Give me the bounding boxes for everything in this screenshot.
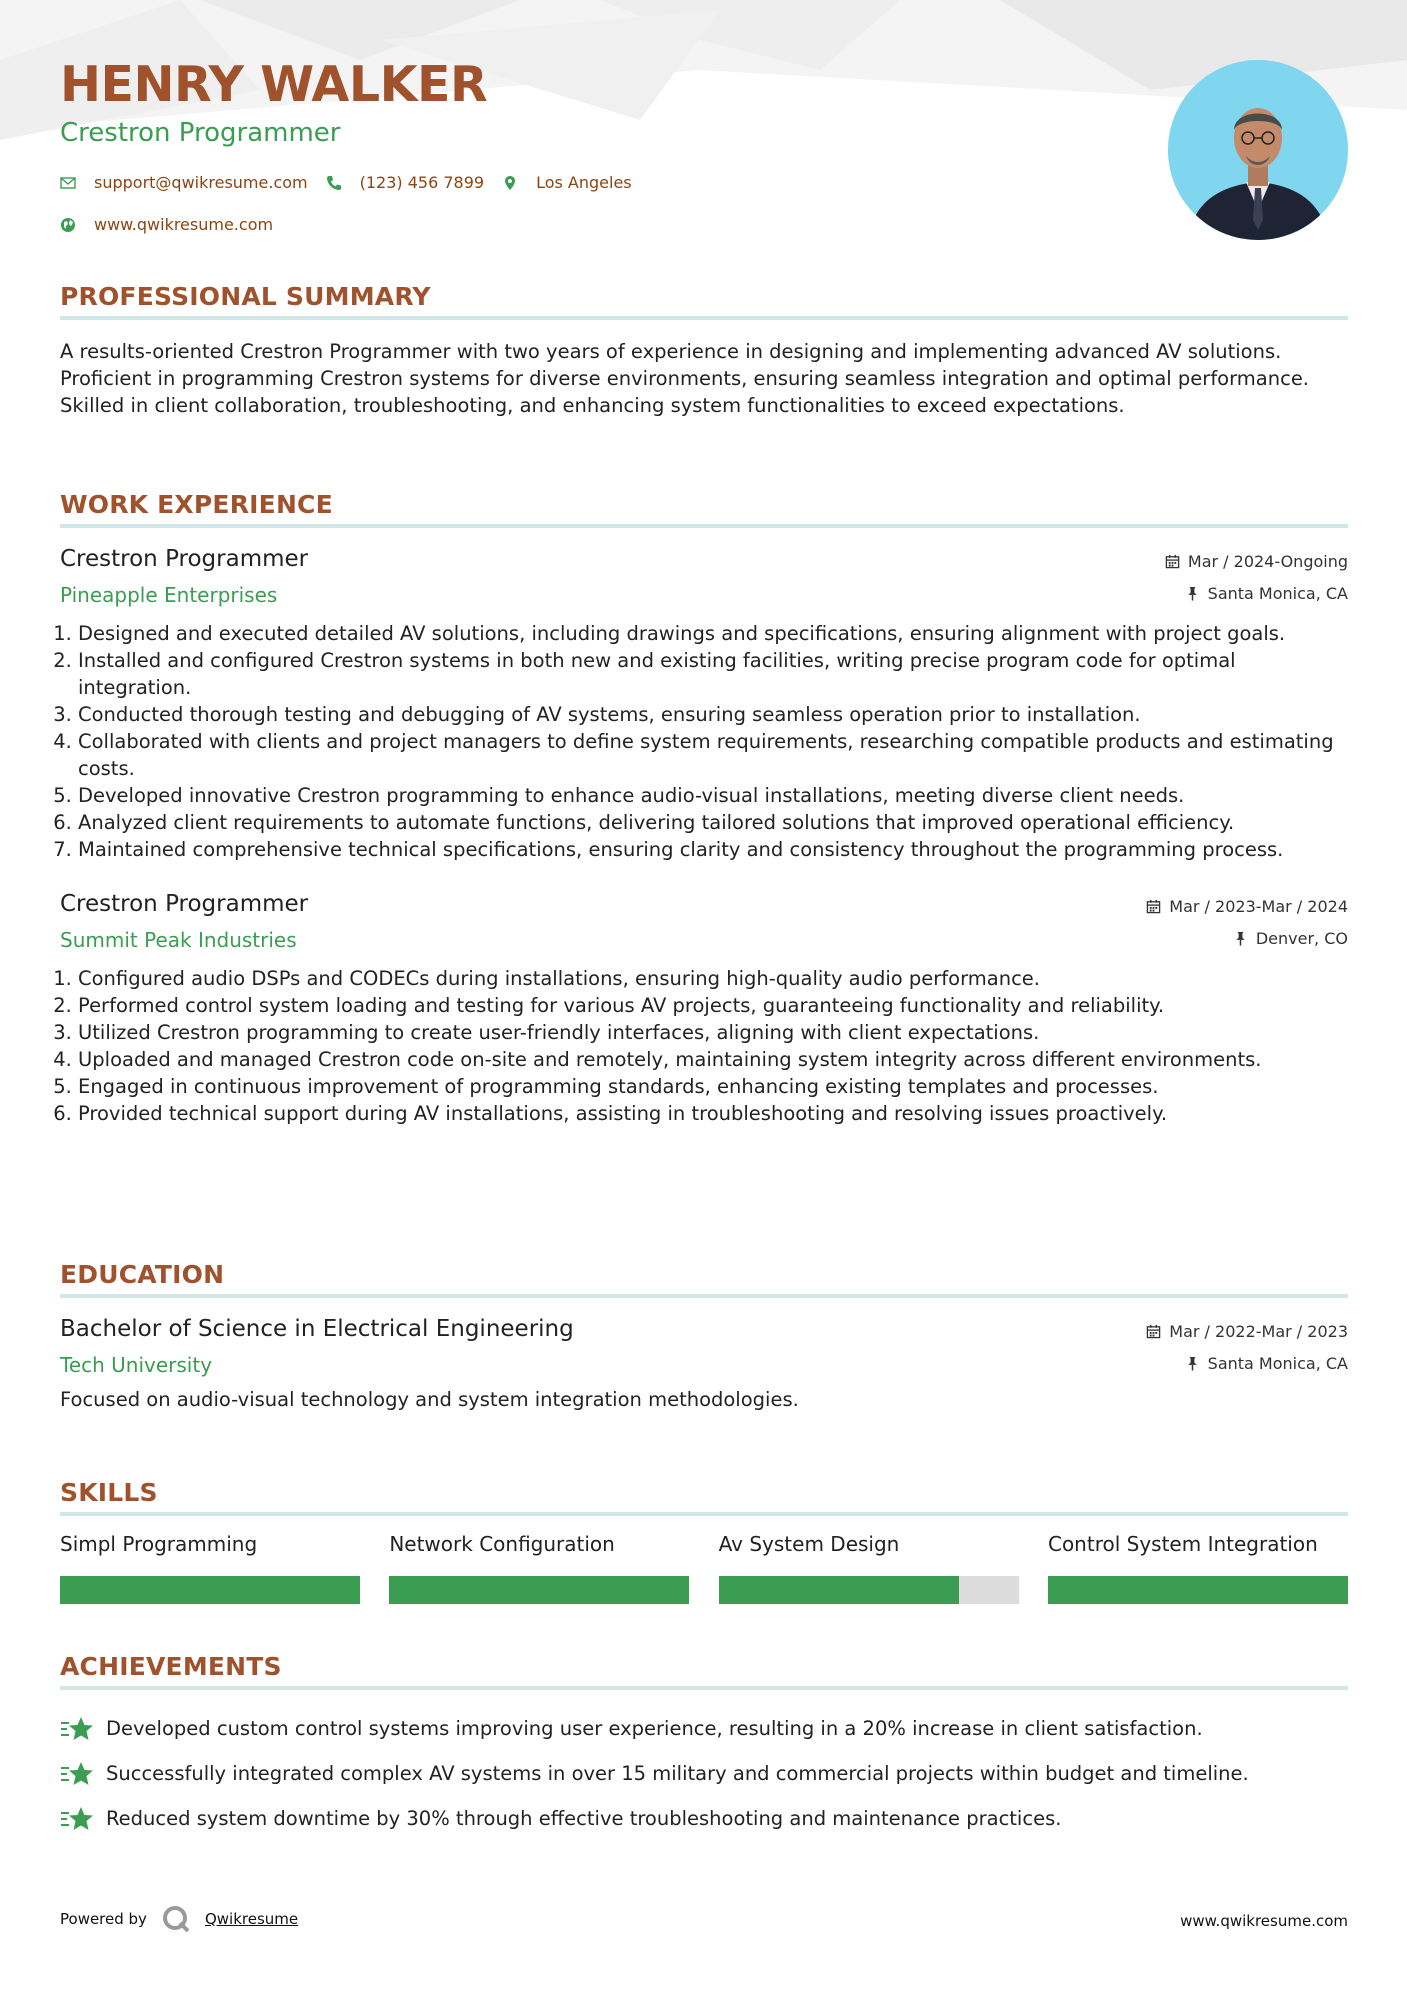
education-entry xyxy=(60,1316,1348,1413)
summary-text: A results-oriented Crestron Programmer with two years of experience in designing and implementing advanced AV solutions. Proficient in programming Crestron systems for diverse environments, ensuring seamless integration and optimal performance. Skilled in client collaboration, troubleshooting, and enhancing system functionalities to exceed expectations. xyxy=(60,340,1310,417)
achievement-item xyxy=(60,1706,1348,1751)
skill-bar-fill xyxy=(719,1576,959,1604)
star-icon xyxy=(60,1805,94,1833)
calendar-icon xyxy=(1146,1324,1161,1339)
list-item: 1. Configured audio DSPs and CODECs during installations, ensuring high-quality audio performance. xyxy=(78,965,1348,992)
skill-item xyxy=(719,1532,1019,1604)
envelope-icon xyxy=(60,175,76,191)
skills-heading: SKILLS xyxy=(60,1474,1348,1516)
job-bullets xyxy=(60,620,1348,863)
education-dates-text: Mar / 2022-Mar / 2023 xyxy=(1169,1322,1348,1341)
skills-section xyxy=(60,1474,1348,1604)
education-heading: EDUCATION xyxy=(60,1256,1348,1298)
school-name: Tech University xyxy=(60,1353,213,1377)
skill-item xyxy=(60,1532,360,1604)
job-bullets xyxy=(60,965,1348,1127)
contact-phone[interactable] xyxy=(326,173,484,192)
achievements-heading: ACHIEVEMENTS xyxy=(60,1648,1348,1690)
list-item: 4. Collaborated with clients and project managers to define system requirements, researching compatible products and estimating costs. xyxy=(78,728,1348,782)
pushpin-icon xyxy=(1185,586,1200,601)
profile-photo xyxy=(1168,60,1348,240)
job-dates-text: Mar / 2024-Ongoing xyxy=(1187,552,1348,571)
list-item: 3. Utilized Crestron programming to create user-friendly interfaces, aligning with client expectations. xyxy=(78,1019,1348,1046)
qwikresume-logo-icon xyxy=(161,1904,191,1934)
skill-bar-fill xyxy=(389,1576,689,1604)
job-dates-text: Mar / 2023-Mar / 2024 xyxy=(1169,897,1348,916)
star-icon xyxy=(60,1715,94,1743)
location-text: Los Angeles xyxy=(536,173,632,192)
experience-section xyxy=(60,486,1348,1127)
list-item: 5. Engaged in continuous improvement of programming standards, enhancing existing templates and processes. xyxy=(78,1073,1348,1100)
job-title: Crestron Programmer xyxy=(60,546,309,572)
list-item: 5. Developed innovative Crestron programming to enhance audio-visual installations, meeting diverse client needs. xyxy=(78,782,1348,809)
summary-section xyxy=(60,278,1348,419)
job-entry xyxy=(60,891,1348,1127)
job-dates xyxy=(1146,897,1348,916)
footer-url[interactable]: www.qwikresume.com xyxy=(1180,1912,1348,1930)
degree-title: Bachelor of Science in Electrical Engineering xyxy=(60,1316,574,1342)
job-dates xyxy=(1165,552,1348,571)
globe-icon xyxy=(60,217,76,233)
summary-heading: PROFESSIONAL SUMMARY xyxy=(60,278,1348,320)
job-location xyxy=(1233,929,1348,948)
powered-by-label: Powered by xyxy=(60,1910,147,1928)
achievement-text: Developed custom control systems improving user experience, resulting in a 20% increase in client satisfaction. xyxy=(106,1717,1203,1740)
footer xyxy=(60,1896,1348,1936)
skill-name: Network Configuration xyxy=(389,1532,615,1556)
education-location-text: Santa Monica, CA xyxy=(1207,1354,1348,1373)
skill-name: Simpl Programming xyxy=(60,1532,258,1556)
achievement-text: Successfully integrated complex AV systems in over 15 military and commercial projects within budget and timeline. xyxy=(106,1762,1249,1785)
skill-item xyxy=(389,1532,689,1604)
calendar-icon xyxy=(1165,554,1180,569)
star-icon xyxy=(60,1760,94,1788)
achievement-text: Reduced system downtime by 30% through effective troubleshooting and maintenance practices. xyxy=(106,1807,1062,1830)
list-item: 1. Designed and executed detailed AV solutions, including drawings and specifications, ensuring alignment with project goals. xyxy=(78,620,1348,647)
calendar-icon xyxy=(1146,899,1161,914)
list-item: 3. Conducted thorough testing and debugging of AV systems, ensuring seamless operation prior to installation. xyxy=(78,701,1348,728)
map-pin-icon xyxy=(502,175,518,191)
email-text: support@qwikresume.com xyxy=(94,173,308,192)
skill-item xyxy=(1048,1532,1348,1604)
website-text: www.qwikresume.com xyxy=(94,215,274,234)
achievement-item xyxy=(60,1796,1348,1841)
skills-list xyxy=(60,1532,1348,1604)
contact-email[interactable] xyxy=(60,173,308,192)
candidate-title: Crestron Programmer xyxy=(60,118,341,148)
experience-heading: WORK EXPERIENCE xyxy=(60,486,1348,528)
achievements-list xyxy=(60,1706,1348,1841)
contact-location xyxy=(502,173,632,192)
job-entry xyxy=(60,546,1348,863)
skill-bar xyxy=(389,1576,689,1604)
contact-website[interactable] xyxy=(60,215,273,234)
list-item: 7. Maintained comprehensive technical specifications, ensuring clarity and consistency throughout the programming process. xyxy=(78,836,1348,863)
phone-text: (123) 456 7899 xyxy=(359,173,485,192)
education-section xyxy=(60,1256,1348,1413)
list-item: 6. Provided technical support during AV installations, assisting in troubleshooting and resolving issues proactively. xyxy=(78,1100,1348,1127)
powered-by xyxy=(60,1904,298,1934)
job-company: Pineapple Enterprises xyxy=(60,583,278,607)
achievements-section xyxy=(60,1648,1348,1841)
skill-bar-fill xyxy=(1048,1576,1348,1604)
education-dates xyxy=(1146,1322,1348,1341)
candidate-name: HENRY WALKER xyxy=(60,56,488,113)
job-title: Crestron Programmer xyxy=(60,891,309,917)
pushpin-icon xyxy=(1233,931,1248,946)
brand-link[interactable]: Qwikresume xyxy=(204,1910,299,1928)
list-item: 2. Installed and configured Crestron systems in both new and existing facilities, writing precise program code for optimal integration. xyxy=(78,647,1348,701)
skill-name: Av System Design xyxy=(718,1532,900,1556)
skill-bar xyxy=(719,1576,1019,1604)
job-location xyxy=(1185,584,1348,603)
skill-bar xyxy=(1048,1576,1348,1604)
skill-bar xyxy=(60,1576,360,1604)
job-location-text: Denver, CO xyxy=(1255,929,1348,948)
job-company: Summit Peak Industries xyxy=(60,928,297,952)
phone-icon xyxy=(326,175,342,191)
education-location xyxy=(1185,1354,1348,1373)
list-item: 2. Performed control system loading and testing for various AV projects, guaranteeing functionality and reliability. xyxy=(78,992,1348,1019)
education-description: Focused on audio-visual technology and system integration methodologies. xyxy=(60,1388,799,1411)
achievement-item xyxy=(60,1751,1348,1796)
skill-bar-fill xyxy=(60,1576,360,1604)
list-item: 4. Uploaded and managed Crestron code on-site and remotely, maintaining system integrity across different environments. xyxy=(78,1046,1348,1073)
pushpin-icon xyxy=(1185,1356,1200,1371)
job-location-text: Santa Monica, CA xyxy=(1207,584,1348,603)
contact-row-web xyxy=(60,215,273,234)
skill-name: Control System Integration xyxy=(1047,1532,1318,1556)
list-item: 6. Analyzed client requirements to automate functions, delivering tailored solutions that improved operational efficiency. xyxy=(78,809,1348,836)
contact-row xyxy=(60,173,632,192)
